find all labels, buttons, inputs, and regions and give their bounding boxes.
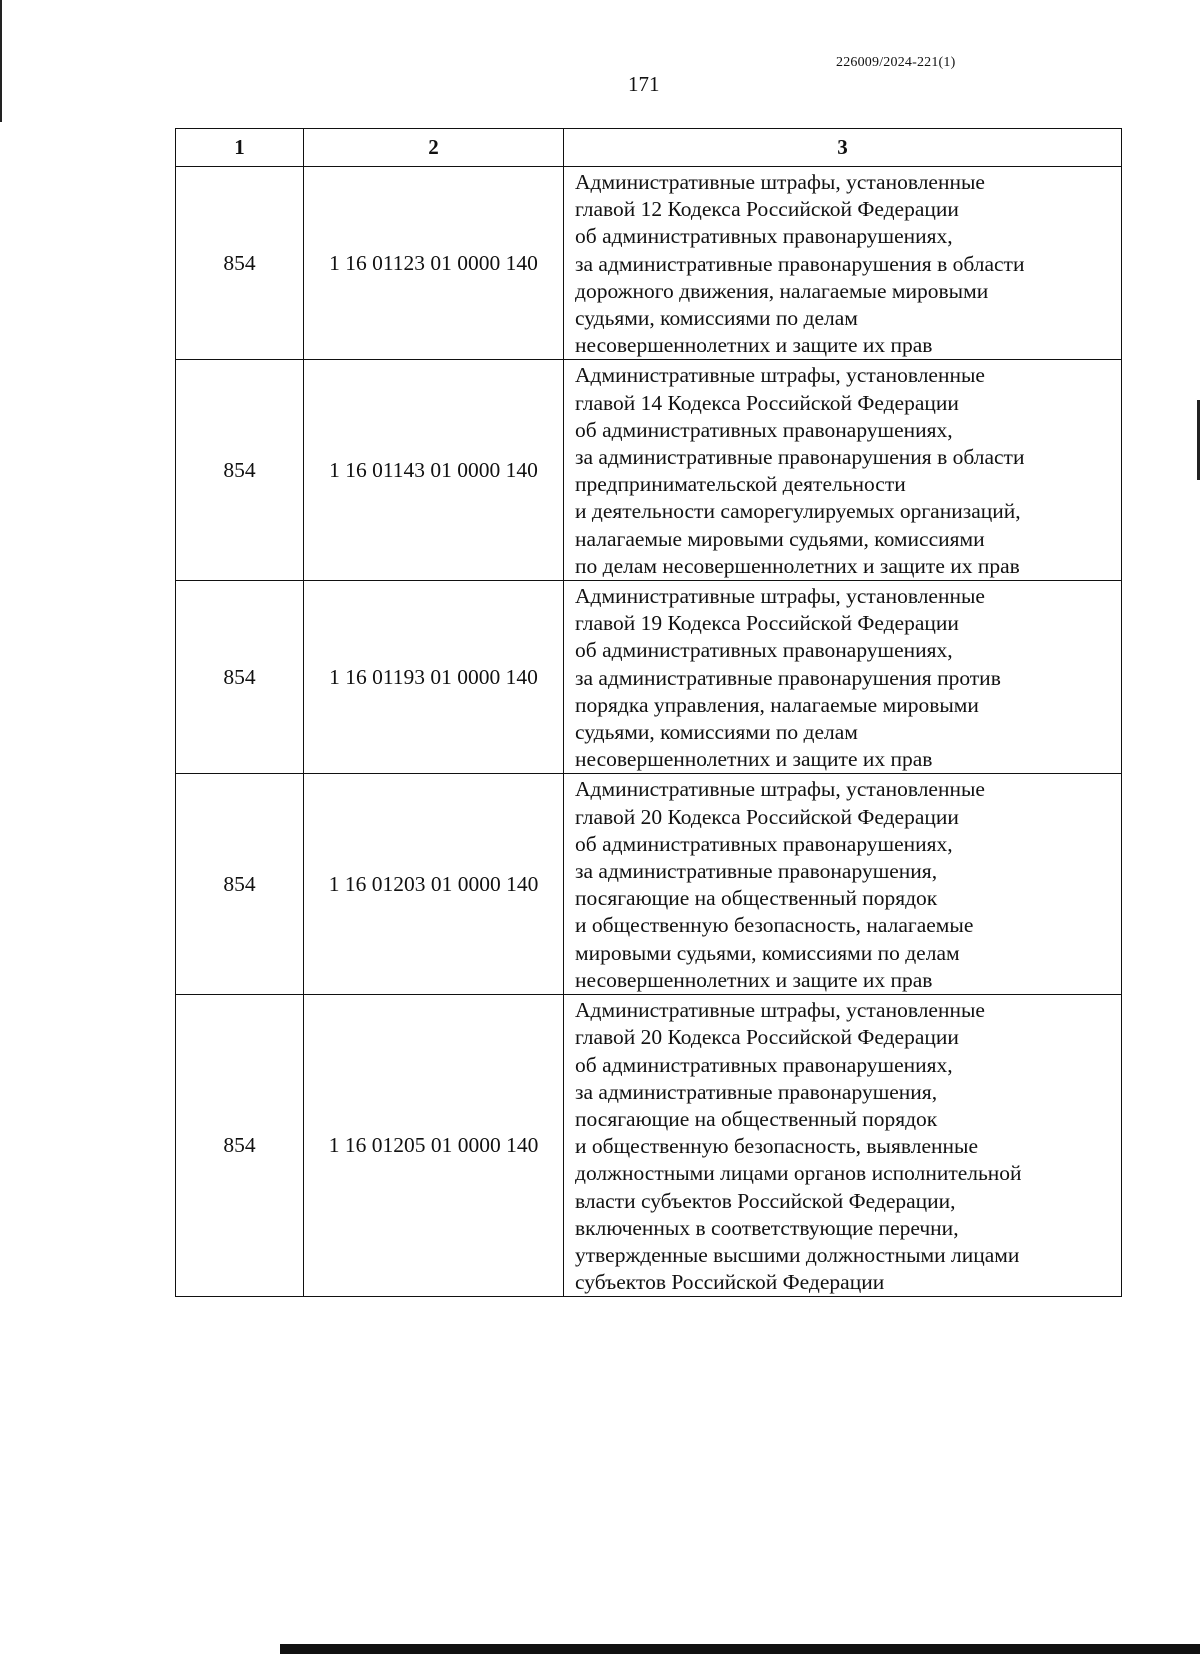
admin-code-cell: 854 [176, 774, 304, 995]
description-line: утвержденные высшими должностными лицами [575, 1242, 1020, 1267]
description-line: за административные правонарушения в области [575, 251, 1025, 276]
scan-bottom-edge [280, 1644, 1200, 1654]
description-line: главой 19 Кодекса Российской Федерации [575, 611, 959, 636]
description-line: за административные правонарушения, [575, 1079, 938, 1104]
description-line: и общественную безопасность, налагаемые [575, 913, 974, 938]
column-header-1: 1 [176, 129, 304, 167]
description-line: посягающие на общественный порядок [575, 1106, 938, 1131]
table-header-row [176, 129, 1122, 167]
description-line: посягающие на общественный порядок [575, 886, 938, 911]
description-line: судьями, комиссиями по делам [575, 720, 858, 745]
description-cell [564, 360, 1122, 581]
description-line: по делам несовершеннолетних и защите их прав [575, 553, 1020, 578]
description-line: Административные штрафы, установленные [575, 584, 985, 609]
description-line: Административные штрафы, установленные [575, 363, 985, 388]
document-reference-number: 226009/2024-221(1) [836, 55, 956, 70]
description-cell [564, 581, 1122, 774]
description-line: включенных в соответствующие перечни, [575, 1215, 959, 1240]
column-header-2: 2 [304, 129, 564, 167]
description-line: предпринимательской деятельности [575, 472, 906, 497]
description-line: Административные штрафы, установленные [575, 998, 985, 1023]
description-line: об административных правонарушениях, [575, 831, 953, 856]
description-line: должностными лицами органов исполнительной [575, 1161, 1022, 1186]
table-row [176, 995, 1122, 1297]
budget-classification-code-cell: 1 16 01193 01 0000 140 [304, 581, 564, 774]
table-row [176, 167, 1122, 360]
description-line: дорожного движения, налагаемые мировыми [575, 278, 989, 303]
description-line: налагаемые мировыми судьями, комиссиями [575, 526, 985, 551]
budget-classification-code-cell: 1 16 01203 01 0000 140 [304, 774, 564, 995]
budget-classification-code-cell: 1 16 01205 01 0000 140 [304, 995, 564, 1297]
description-cell [564, 774, 1122, 995]
description-line: об административных правонарушениях, [575, 638, 953, 663]
description-line: порядка управления, налагаемые мировыми [575, 692, 979, 717]
budget-classification-code-cell: 1 16 01143 01 0000 140 [304, 360, 564, 581]
description-line: Административные штрафы, установленные [575, 777, 985, 802]
description-cell [564, 167, 1122, 360]
description-line: главой 20 Кодекса Российской Федерации [575, 1025, 959, 1050]
description-line: за административные правонарушения, [575, 859, 938, 884]
description-line: мировыми судьями, комиссиями по делам [575, 940, 960, 965]
description-line: несовершеннолетних и защите их прав [575, 967, 933, 992]
admin-code-cell: 854 [176, 167, 304, 360]
description-line: и деятельности саморегулируемых организаций, [575, 499, 1021, 524]
description-line: власти субъектов Российской Федерации, [575, 1188, 956, 1213]
budget-codes-table [175, 128, 1122, 1297]
table-body [176, 167, 1122, 1297]
description-line: и общественную безопасность, выявленные [575, 1134, 978, 1159]
column-header-3: 3 [564, 129, 1122, 167]
table-row [176, 581, 1122, 774]
description-line: об административных правонарушениях, [575, 417, 953, 442]
description-line: главой 14 Кодекса Российской Федерации [575, 390, 959, 415]
description-line: несовершеннолетних и защите их прав [575, 333, 933, 358]
description-line: главой 12 Кодекса Российской Федерации [575, 197, 959, 222]
description-cell [564, 995, 1122, 1297]
description-line: об административных правонарушениях, [575, 224, 953, 249]
admin-code-cell: 854 [176, 995, 304, 1297]
description-line: судьями, комиссиями по делам [575, 306, 858, 331]
admin-code-cell: 854 [176, 581, 304, 774]
table-row [176, 360, 1122, 581]
description-line: главой 20 Кодекса Российской Федерации [575, 804, 959, 829]
description-line: об административных правонарушениях, [575, 1052, 953, 1077]
description-line: субъектов Российской Федерации [575, 1270, 885, 1295]
page-number: 171 [628, 72, 660, 96]
table-row [176, 774, 1122, 995]
description-line: Административные штрафы, установленные [575, 170, 985, 194]
description-line: за административные правонарушения против [575, 665, 1001, 690]
description-line: несовершеннолетних и защите их прав [575, 747, 933, 772]
budget-classification-code-cell: 1 16 01123 01 0000 140 [304, 167, 564, 360]
description-line: за административные правонарушения в области [575, 445, 1025, 470]
scan-left-edge [0, 0, 2, 122]
admin-code-cell: 854 [176, 360, 304, 581]
